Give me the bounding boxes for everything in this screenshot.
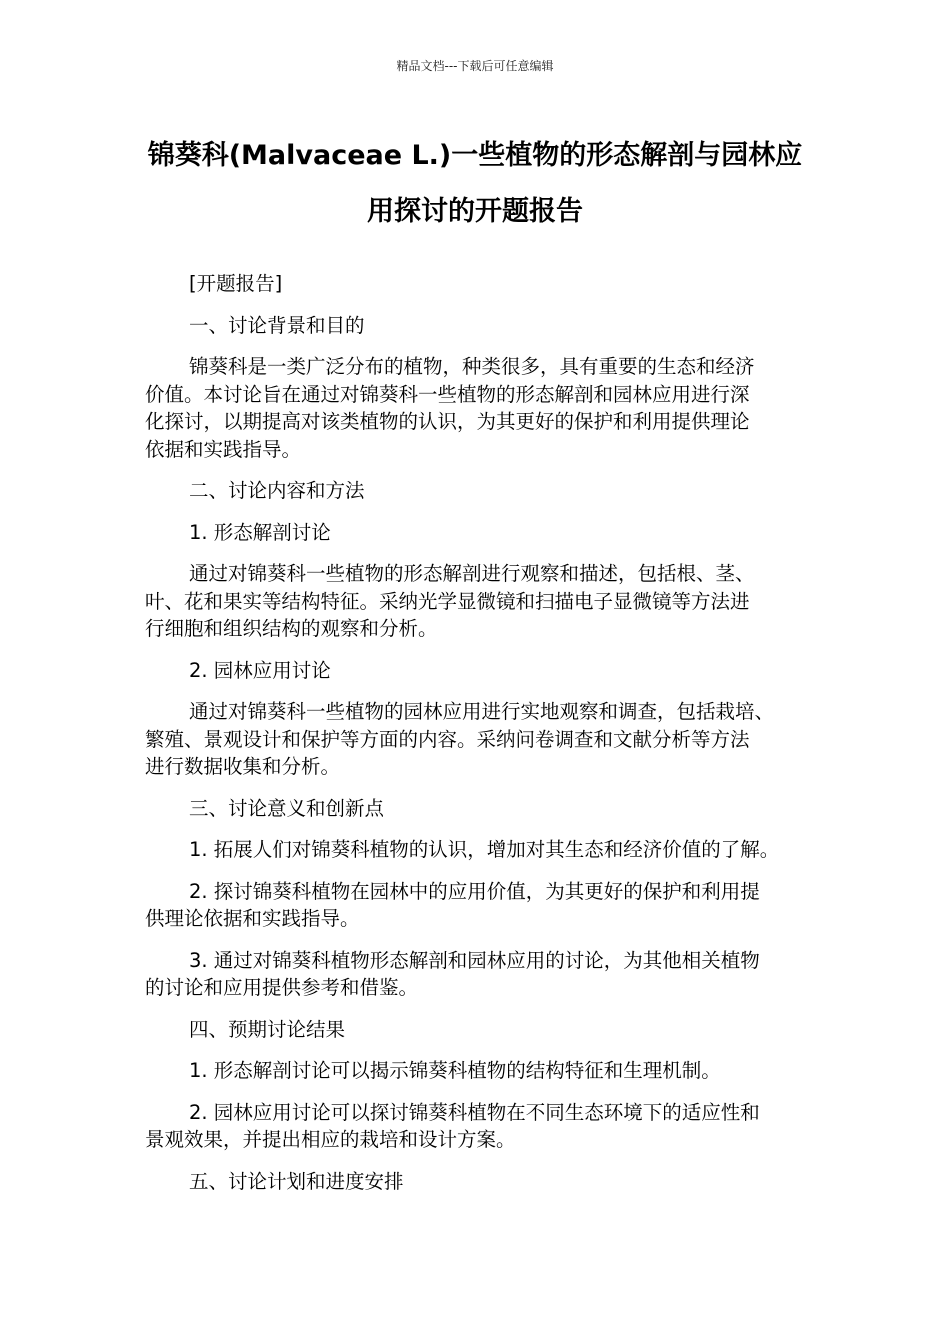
paragraph-line: 五、讨论计划和进度安排 [189,1169,404,1193]
paragraph [145,1016,810,1044]
title-line-2: 用探讨的开题报告 [367,196,583,227]
paragraph-line: 1. 形态解剖讨论可以揭示锦葵科植物的结构特征和生理机制。 [189,1059,721,1082]
paragraph-line: 三、讨论意义和创新点 [189,796,385,820]
paragraph-line: 的讨论和应用提供参考和借鉴。 [145,976,419,999]
paragraph-line: 依据和实践指导。 [145,437,302,461]
paragraph-line: 通过对锦葵科一些植物的园林应用进行实地观察和调查，包括栽培、 [189,700,775,723]
paragraph [145,657,810,685]
paragraph [145,836,810,864]
paragraph-line: 2. 探讨锦葵科植物在园林中的应用价值，为其更好的保护和利用提 [189,879,760,903]
paragraph [145,947,810,1002]
paragraph-line: 化探讨，以期提高对该类植物的认识，为其更好的保护和利用提供理论 [145,410,750,433]
paragraph-line: 叶、花和果实等结构特征。采纳光学显微镜和扫描电子显微镜等方法进 [145,589,750,613]
paragraph [145,519,810,547]
paragraph-line: 2. 园林应用讨论可以探讨锦葵科植物在不同生态环境下的适应性和 [189,1100,760,1124]
document-title [100,128,850,240]
paragraph-line: 通过对锦葵科一些植物的形态解剖进行观察和描述，包括根、茎、 [189,562,755,585]
header-note: 精品文档---下载后可任意编辑 [396,59,554,73]
paragraph [145,560,810,643]
paragraph-line: 繁殖、景观设计和保护等方面的内容。采纳问卷调查和文献分析等方法 [145,727,750,751]
paragraph [145,878,810,933]
title-line-1: 锦葵科(Malvaceae L.)一些植物的形态解剖与园林应 [147,140,803,171]
paragraph [145,698,810,781]
paragraph-line: 二、讨论内容和方法 [189,479,365,502]
paragraph-line: [开题报告] [189,272,283,295]
paragraph-line: 3. 通过对锦葵科植物形态解剖和园林应用的讨论，为其他相关植物 [189,948,760,972]
paragraph-line: 价值。本讨论旨在通过对锦葵科一些植物的形态解剖和园林应用进行深 [145,382,750,406]
paragraph-line: 行细胞和组织结构的观察和分析。 [145,617,438,640]
paragraph-line: 四、预期讨论结果 [189,1017,346,1041]
paragraph-line: 1. 拓展人们对锦葵科植物的认识，增加对其生态和经济价值的了解。 [189,838,780,861]
paragraph [145,353,810,463]
paragraph [145,1099,810,1154]
paragraph-line: 进行数据收集和分析。 [145,755,341,778]
paragraph-line: 供理论依据和实践指导。 [145,907,360,930]
document-body [145,270,810,1209]
paragraph [145,795,810,823]
paragraph [145,1057,810,1085]
paragraph-line: 景观效果，并提出相应的栽培和设计方案。 [145,1128,516,1151]
paragraph-line: 一、讨论背景和目的 [189,313,365,337]
paragraph-line: 1. 形态解剖讨论 [189,520,331,544]
paragraph [145,270,810,298]
paragraph [145,477,810,505]
paragraph-line: 2. 园林应用讨论 [189,658,331,682]
paragraph [145,1168,810,1196]
paragraph-line: 锦葵科是一类广泛分布的植物，种类很多，具有重要的生态和经济 [189,355,755,378]
paragraph [145,312,810,340]
